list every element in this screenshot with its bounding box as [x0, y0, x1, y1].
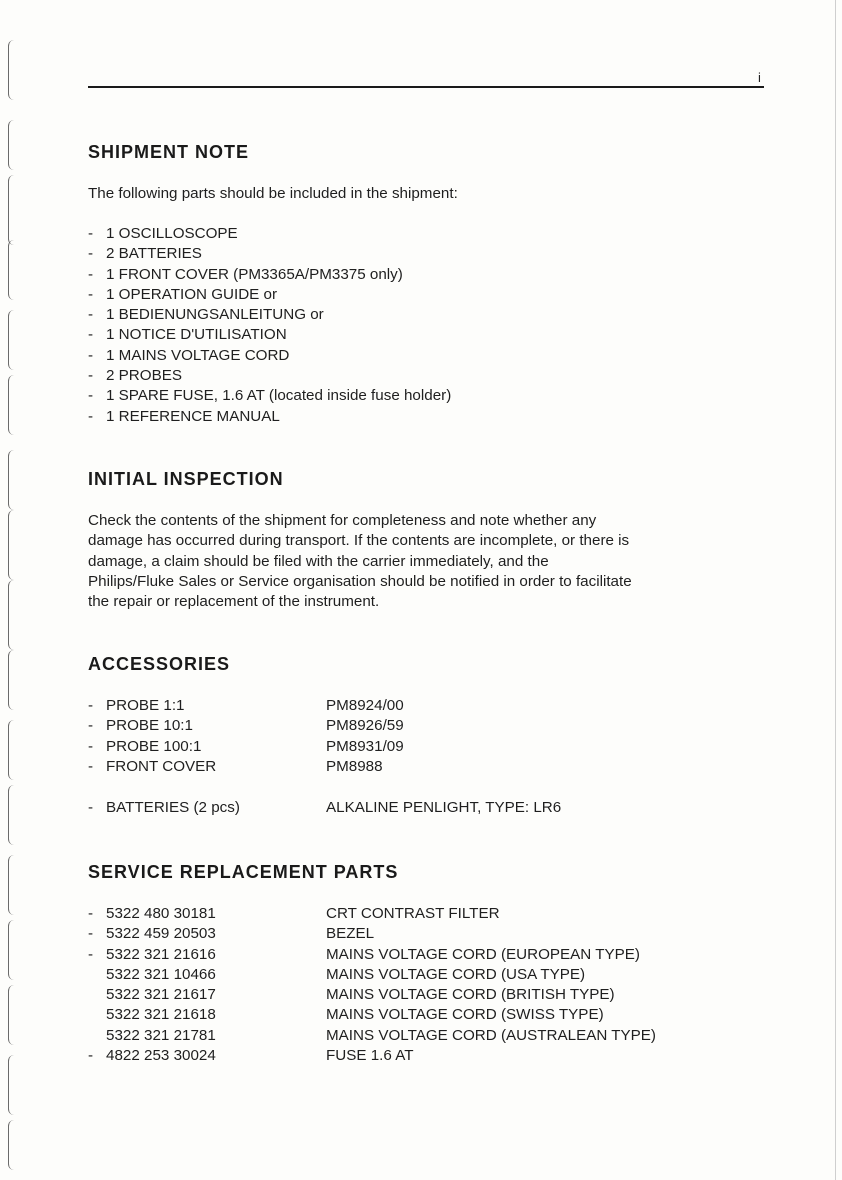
shipment-note-heading: SHIPMENT NOTE: [88, 142, 250, 162]
header-rule: [88, 86, 764, 88]
part-description: MAINS VOLTAGE CORD (AUSTRALEAN TYPE): [326, 1026, 656, 1044]
text-line: Check the contents of the shipment for completeness and note whether any: [88, 512, 597, 529]
list-dash: -: [88, 1047, 94, 1065]
table-row: [88, 1005, 604, 1025]
shipment-item-text: 1 REFERENCE MANUAL: [106, 407, 280, 425]
part-number: 5322 321 21781: [106, 1026, 216, 1044]
part-number: 5322 459 20503: [106, 925, 216, 943]
part-number: 5322 480 30181: [106, 905, 216, 922]
text-line: the repair or replacement of the instrument.: [88, 593, 380, 611]
list-item: - 1 SPARE FUSE, 1.6 AT (located inside fuse holder): [88, 387, 452, 405]
accessory-code: PM8926/59: [326, 717, 404, 735]
text-line: Philips/Fluke Sales or Service organisation should be notified in order to facilitate: [88, 572, 632, 590]
list-dash: -: [88, 945, 94, 963]
shipment-intro: The following parts should be included in the shipment:: [88, 185, 458, 202]
part-description: MAINS VOLTAGE CORD (SWISS TYPE): [326, 1006, 604, 1024]
service-parts-list: [88, 904, 656, 1066]
table-row: [88, 965, 586, 985]
list-item: - 1 NOTICE D'UTILISATION: [88, 326, 287, 344]
list-item: - PROBE 1:1 PM8924/00: [88, 696, 216, 716]
list-item: - 1 BEDIENUNGSANLEITUNG or: [88, 306, 324, 324]
accessory-name: PROBE 1:1: [106, 697, 185, 714]
list-item: - 1 MAINS VOLTAGE CORD: [88, 346, 290, 364]
accessory-name: FRONT COVER: [106, 757, 217, 775]
accessories-heading: ACCESSORIES: [88, 654, 231, 674]
part-number: 5322 321 21617: [106, 986, 216, 1004]
initial-inspection-text: [88, 511, 768, 612]
part-number: 5322 321 21618: [106, 1006, 216, 1024]
shipment-item-text: 2 BATTERIES: [106, 245, 202, 263]
list-item: - PROBE 10:1 PM8926/59: [88, 716, 216, 736]
accessory-code: PM8988: [326, 757, 383, 775]
part-description: CRT CONTRAST FILTER: [326, 905, 500, 922]
part-number: 5322 321 21616: [106, 945, 216, 963]
table-row: [88, 924, 375, 944]
part-description: MAINS VOLTAGE CORD (EUROPEAN TYPE): [326, 945, 640, 963]
table-row: [88, 1046, 414, 1066]
binder-holes: [6, 30, 16, 1170]
text-line: damage has occurred during transport. If the contents are incomplete, or there is: [88, 532, 630, 550]
table-row: [88, 1026, 656, 1046]
list-item: - 1 FRONT COVER (PM3365A/PM3375 only): [88, 265, 403, 283]
accessory-name: PROBE 10:1: [106, 717, 193, 735]
accessory-code: PM8924/00: [326, 697, 404, 714]
part-description: MAINS VOLTAGE CORD (BRITISH TYPE): [326, 986, 615, 1004]
shipment-item-text: 1 FRONT COVER (PM3365A/PM3375 only): [106, 265, 403, 283]
part-number: 4822 253 30024: [106, 1047, 216, 1065]
batteries-code: ALKALINE PENLIGHT, TYPE: LR6: [326, 799, 562, 816]
accessory-name: PROBE 100:1: [106, 737, 202, 755]
part-description: FUSE 1.6 AT: [326, 1047, 414, 1065]
shipment-item-text: 1 SPARE FUSE, 1.6 AT (located inside fuse holder): [106, 387, 452, 405]
page-number: i: [758, 70, 761, 85]
list-item: - 1 OSCILLOSCOPE: [88, 225, 238, 242]
initial-inspection-heading: INITIAL INSPECTION: [88, 469, 284, 489]
text-line: damage, a claim should be filed with the carrier immediately, and the: [88, 552, 549, 570]
list-item: - PROBE 100:1 PM8931/09: [88, 737, 216, 757]
batteries-list: [88, 798, 562, 818]
shipment-item-text: 1 MAINS VOLTAGE CORD: [106, 346, 290, 364]
page-edge: [835, 0, 836, 1180]
list-item: - 1 OPERATION GUIDE or: [88, 285, 278, 303]
shipment-list: [88, 224, 451, 427]
list-item: - 1 REFERENCE MANUAL: [88, 407, 280, 425]
shipment-item-text: 1 BEDIENUNGSANLEITUNG or: [106, 306, 324, 324]
part-description: MAINS VOLTAGE CORD (USA TYPE): [326, 965, 586, 983]
service-parts-heading: SERVICE REPLACEMENT PARTS: [88, 862, 399, 882]
shipment-item-text: 2 PROBES: [106, 367, 182, 385]
table-row: [88, 904, 500, 924]
shipment-item-text: 1 OSCILLOSCOPE: [106, 225, 238, 242]
list-item: - 2 PROBES: [88, 367, 182, 385]
part-description: BEZEL: [326, 925, 375, 943]
list-item: - FRONT COVER PM8988: [88, 757, 216, 777]
table-row: [88, 985, 615, 1005]
list-item: - BATTERIES (2 pcs) ALKALINE PENLIGHT, TYPE: LR6: [88, 798, 240, 818]
list-dash: -: [88, 925, 94, 943]
batteries-name: BATTERIES (2 pcs): [106, 799, 240, 816]
table-row: [88, 945, 640, 965]
list-dash: -: [88, 905, 94, 922]
accessories-list: [88, 696, 404, 777]
shipment-item-text: 1 OPERATION GUIDE or: [106, 285, 278, 303]
accessory-code: PM8931/09: [326, 737, 404, 755]
list-item: - 2 BATTERIES: [88, 245, 202, 263]
shipment-item-text: 1 NOTICE D'UTILISATION: [106, 326, 287, 344]
part-number: 5322 321 10466: [106, 965, 216, 983]
